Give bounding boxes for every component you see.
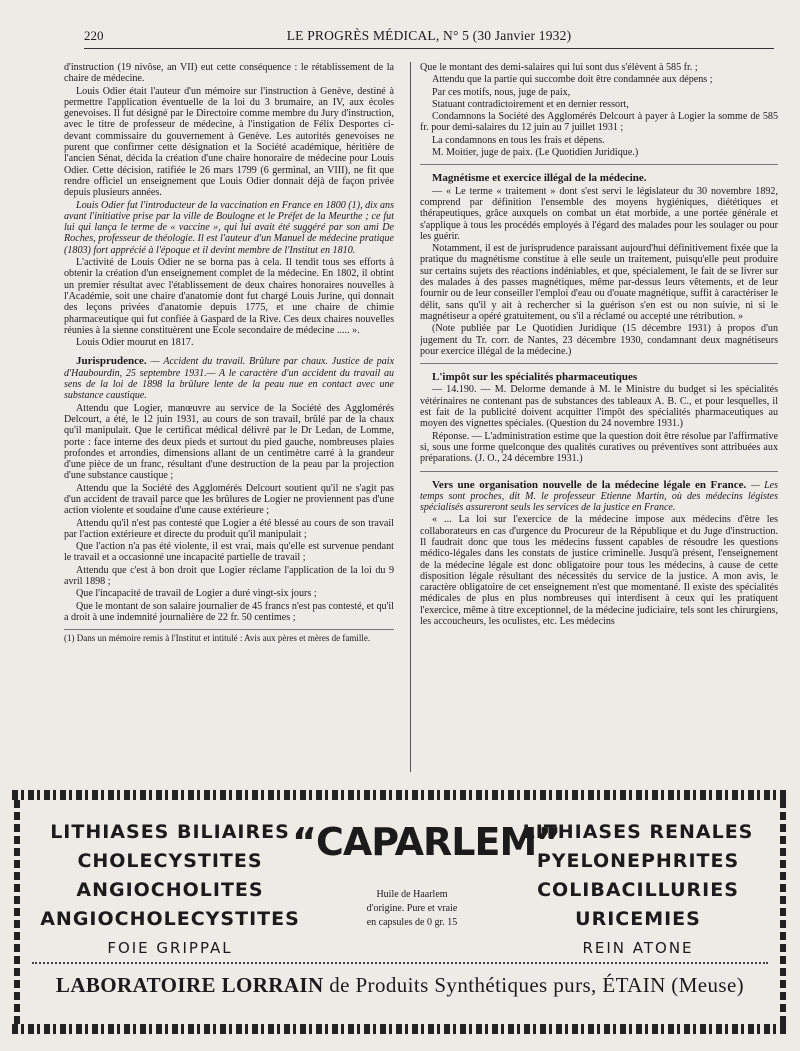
paragraph: Que l'incapacité de travail de Logier a duré vingt-six jours ; — [76, 588, 317, 600]
page-header — [84, 28, 774, 46]
paragraph: — « Le terme « traitement » dont s'est servi le législateur du 30 novembre 1892, comprend par définition l'ensemble des moyens hygiéniques, diététiques et thérapeutiques, grâce auxquels on combat un état morbide, a une portée générale et s'applique à tous les procédés employés à l'égard des malades pour les soulager ou pour les guérir. — [420, 185, 778, 242]
ad-border-bottom — [12, 1024, 788, 1034]
paragraph: Statuant contradictoirement et en dernier ressort, — [432, 98, 629, 110]
paragraph: Louis Odier mourut en 1817. — [76, 337, 194, 349]
section-title-vers — [420, 480, 778, 514]
ad-item: LITHIASES BILIAIRES — [50, 821, 290, 843]
right-column — [420, 62, 778, 772]
paragraph: — 14.190. — M. Delorme demande à M. le Ministre du budget si les spécialités vétérinaires ne contenant pas de substances des tableaux A. B. C., et pour lesquelles, il est fait de la publicité doivent acquitter l'impôt des spécialités pharmaceutiques au moyen des vignettes spéciales. (Question du 24 novembre 1931.) — [420, 384, 778, 430]
paragraph: Notamment, il est de jurisprudence paraissant aujourd'hui définitivement fixée que la pratique du magnétisme constitue à elle seule un traitement, puisqu'elle peut produire sur certains sujets des réactions indéniables, et que, spécialement, le fait de se livrer sur des malades à des passes magnétiques, même par-dessus leurs vêtements, et de leur fournir ou de leur conseiller l'emploi d'eau ou d'ouate magnétique, suffit à caractériser le délit, sans qu'il y ait à rechercher si la guérison s'en est ou non suivie, ni si le magnétiseur a opéré gratuitement, ou s'il a réclamé ou accepté une rétribution. » — [420, 243, 778, 322]
column-divider — [410, 62, 411, 772]
ad-border-top — [12, 790, 788, 800]
paragraph: (Note publiée par Le Quotidien Juridique (15 décembre 1931) à propos d'un jugement du Tr. corr. de Nantes, 23 décembre 1930, condamnant deux magnétiseurs pour exercice illégal de la médecine.) — [420, 323, 778, 357]
paragraph: Attendu que la Société des Agglomérés Delcourt soutient qu'il ne s'agit pas d'un accident de travail parce que les brûlures de Logier ne proviennent pas d'une action violente et soudaine d'une cause extérieure ; — [64, 482, 394, 517]
ad-item: CHOLECYSTITES — [77, 850, 263, 872]
paragraph: Attendu que c'est à bon droit que Logier réclame l'application de la loi du 9 avril 1898 ; — [64, 564, 394, 588]
paragraph: Que le montant des demi-salaires qui lui sont dus s'élèvent à 585 fr. ; — [420, 62, 698, 73]
section-divider — [420, 471, 778, 472]
paragraph: L'activité de Louis Odier ne se borna pas à cela. Il tendit tous ses efforts à obtenir la création d'un enseignement complet de la médecine. En 1802, il obtint un premier résultat avec l'établissement de deux chaires honoraires nouvelles à l'Académie, soit une chaire d'anatomie dont fut chargé Louis Jurine, qui donnait des leçons privées d'anatomie depuis 1775, et une chaire de chimie pharmaceutique qui fut confiée à Gaspard de la Rive. Ces deux chaires nouvelles réunies à la sienne constituèrent une Ecole secondaire de médecine ..... ». — [64, 257, 394, 336]
ad-item: URICEMIES — [575, 908, 701, 930]
paragraph: « ... La loi sur l'exercice de la médecine impose aux médecins d'être les collaborateurs en cas d'urgence du Procureur de la République et du Juge d'instruction. Il faudrait donc que tous les médecins fussent capables de résoudre les questions médico-légales dans les constats de justice criminelle. Jusqu'à présent, l'enseignement de la médecine légale est donc obligatoire pour tous les médecins, à cause de cette disposition légale résultant des nécessités du service de la justice. A mon avis, le caractère obligatoire de cet enseignement n'est que momentané. Il existe des spécialités médicales de plus en plus nombreuses qui interdisent à ceux qui les pratiquent l'exercice, même à titre exceptionnel, de la médecine judiciaire, tels sont les chirurgiens, les accoucheurs, les oculistes, etc. Les médecins — [420, 514, 778, 628]
paragraph: Louis Odier fut l'introducteur de la vaccination en France en 1800 (1), dix ans avant l'initiative prise par la ville de Boulogne et le Préfet de la Meurthe ; ce fut lui qui lança le terme de « vaccine », qui lui avait été suggéré par son ami De Roches, professeur de théologie. Il est l'auteur d'un Manuel de médecine pratique (1803) fort apprécié à l'époque et il devint membre de l'Institut en 1810. — [64, 199, 394, 256]
ad-dotted-divider — [32, 962, 768, 964]
paragraph: Attendu que Logier, manœuvre au service de la Société des Agglomérés Delcourt, a été, le 12 juin 1931, au cours de son travail, brûlé par de la chaux qu'il manipulait. Que le certificat médical délivré par le Dr Ledan, de Lomme, porte : face interne des deux pieds et surtout du pied gauche, nombreuses plaies profondes et arrondies, dimensions allant de un centimètre carré à la grandeur d'une pièce de un franc, résultant d'une destruction de la peau par la projection d'une substance caustique ; — [64, 402, 394, 482]
paragraph: Que le montant de son salaire journalier de 45 francs n'est pas contesté, et qu'il a droit à une indemnité journalière de 22 fr. 50 centimes ; — [64, 600, 394, 623]
paragraph: Réponse. — L'administration estime que la question doit être résolue par l'affirmative si, sous une forme quelconque des qualités curatives ou préventives sont attribuées aux préparations. (J. O., 24 décembre 1931.) — [420, 430, 778, 465]
brand-line: Huile de Haarlem — [376, 889, 448, 900]
running-title: LE PROGRÈS MÉDICAL, N° 5 (30 Janvier 1932) — [286, 28, 572, 43]
heading-text: Jurisprudence. — [76, 355, 147, 368]
ad-item: LITHIASES RENALES — [522, 821, 754, 843]
ad-item: PYELONEPHRITES — [536, 850, 740, 872]
ad-item: REIN ATONE — [582, 939, 694, 957]
paragraph: M. Moitier, juge de paix. (Le Quotidien Juridique.) — [432, 147, 639, 159]
heading-subtitle: — Les temps sont proches, dit M. le professeur Etienne Martin, où des médecins légistes spécialisés assureront seuls les services de la justice en France. — [420, 479, 778, 514]
brand-line: d'origine. Pure et vraie — [366, 903, 458, 914]
brand-logo: “CAPARLEM” — [292, 820, 561, 864]
advertisement — [12, 790, 788, 1040]
paragraph: Par ces motifs, nous, juge de paix, — [432, 86, 571, 98]
heading-text: Vers une organisation nouvelle de la médecine légale en France. — [432, 478, 747, 491]
left-column — [64, 62, 394, 772]
ad-item: ANGIOCHOLITES — [76, 879, 264, 901]
laboratory-name: LABORATOIRE LORRAIN — [55, 973, 324, 997]
section-title-magnetisme: Magnétisme et exercice illégal de la médecine. — [432, 172, 647, 185]
paragraph: Condamnons la Société des Agglomérés Delcourt à payer à Logier la somme de 585 fr. pour demi-salaires du 12 juin au 7 juillet 1931 ; — [420, 111, 778, 134]
paragraph: La condamnons en tous les frais et dépens. — [432, 134, 605, 146]
header-rule — [84, 48, 774, 49]
paragraph: Louis Odier était l'auteur d'un mémoire sur l'instruction à Genève, destiné à permettre l'application éventuelle de la loi du 3 brumaire, an IV, aux écoles genevoises. Il fut désigné par le Directoire comme membre du Jury d'instruction, avec le titre de professeur de médecine, à l'instigation de Félix Desportes ci-devant commissaire du gouvernement à Genève. Les autorités genevoises ne purent que confirmer cette désignation et la Société académique, héritière de l'ancien Sénat, décida la création d'une chaire honoraire de médecine pour Louis Odier. Cette décision, ratifiée le 26 mars 1799 (6 germinal, an VIII), ne fit que rendre officiel un enseignement que Louis Odier donnait déjà de façon privée depuis plusieurs années. — [64, 85, 394, 199]
ad-item: FOIE GRIPPAL — [107, 939, 233, 957]
page-number: 220 — [84, 28, 104, 43]
paragraph: d'instruction (19 nivôse, an VII) eut cette conséquence : le rétablissement de la chaire de médecine. — [64, 62, 394, 85]
section-title-impot: L'impôt sur les spécialités pharmaceutiques — [432, 371, 638, 384]
brand-description — [332, 888, 492, 930]
paragraph: Attendu qu'il n'est pas contesté que Logier a été blessé au cours de son travail par l'action extérieure et directe du produit qu'il manipulait ; — [64, 517, 394, 540]
footnote: (1) Dans un mémoire remis à l'Institut et intitulé : Avis aux pères et mères de famille. — [64, 629, 394, 643]
paragraph: Que l'action n'a pas été violente, il est vrai, mais qu'elle est survenue pendant le travail et a occasionné une incapacité partielle de travail ; — [64, 541, 394, 564]
ad-left-list — [30, 818, 310, 963]
ad-right-list — [498, 818, 778, 963]
section-divider — [420, 164, 778, 165]
laboratory-line — [12, 973, 788, 998]
brand-line: en capsules de 0 gr. 15 — [366, 917, 458, 928]
heading-subtitle: — Accident du travail. Brûlure par chaux. Justice de paix d'Haubourdin, 25 septembre 1931.— A le caractère d'un accident du travail au sens de la loi de 1898 la brûlure lente de la peau nue en contact avec une substance caustique. — [64, 356, 394, 402]
section-title-jurisprudence — [64, 356, 394, 401]
laboratory-details: de Produits Synthétiques purs, ÉTAIN (Meuse) — [329, 973, 745, 997]
ad-item: COLIBACILLURIES — [537, 879, 739, 901]
ad-item: ANGIOCHOLECYSTITES — [40, 908, 300, 930]
paragraph: Attendu que la partie qui succombe doit être condamnée aux dépens ; — [432, 74, 713, 86]
section-divider — [420, 363, 778, 364]
